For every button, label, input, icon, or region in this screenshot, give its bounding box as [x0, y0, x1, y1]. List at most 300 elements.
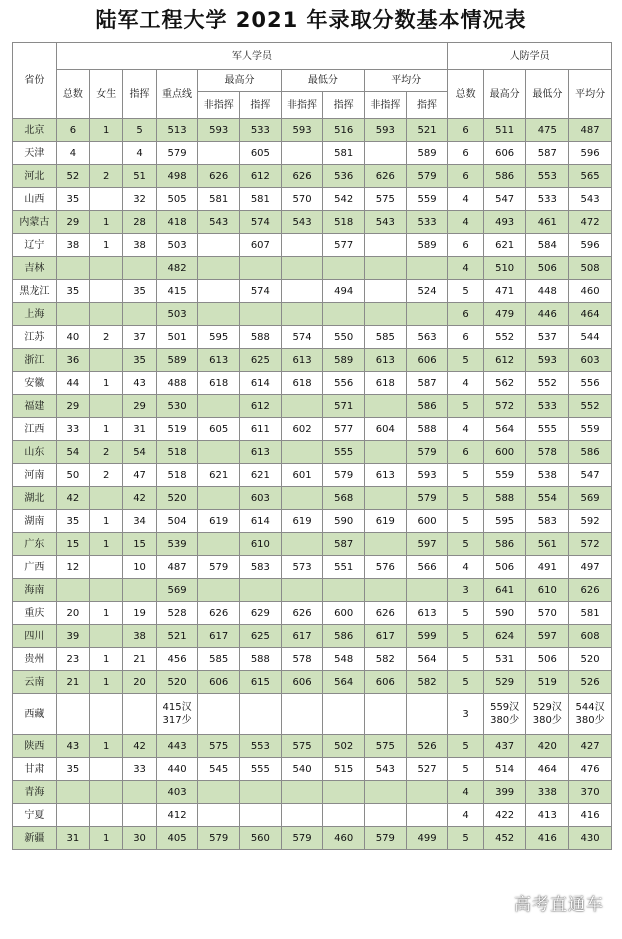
- avg-non-command-cell: 575: [365, 188, 407, 211]
- total-cell: 12: [56, 556, 89, 579]
- female-cell: 2: [90, 165, 123, 188]
- total-cell: 50: [56, 464, 89, 487]
- min-command-cell: 589: [323, 349, 365, 372]
- civil-total-cell: 5: [448, 827, 483, 850]
- key-line-cell: 519: [156, 418, 198, 441]
- female-cell: 1: [90, 510, 123, 533]
- civil-max-cell: 493: [483, 211, 526, 234]
- max-non-command-header: 非指挥: [198, 92, 240, 119]
- table-row: [13, 735, 612, 758]
- civil-min-cell: 555: [526, 418, 569, 441]
- max-non-command-cell: [198, 303, 240, 326]
- civil-max-cell: 606: [483, 142, 526, 165]
- civil-max-cell: 452: [483, 827, 526, 850]
- civil-max-cell: 588: [483, 487, 526, 510]
- command-cell: 33: [123, 758, 156, 781]
- command-cell: 5: [123, 119, 156, 142]
- key-line-cell: 521: [156, 625, 198, 648]
- min-non-command-cell: 573: [281, 556, 323, 579]
- province-cell: 吉林: [13, 257, 57, 280]
- female-cell: 2: [90, 441, 123, 464]
- female-cell: [90, 487, 123, 510]
- table-row: [13, 804, 612, 827]
- min-non-command-cell: 618: [281, 372, 323, 395]
- key-line-cell: 503: [156, 303, 198, 326]
- total-cell: 35: [56, 510, 89, 533]
- key-line-cell: 487: [156, 556, 198, 579]
- max-non-command-cell: 579: [198, 827, 240, 850]
- province-cell: 甘肃: [13, 758, 57, 781]
- province-cell: 陕西: [13, 735, 57, 758]
- female-cell: [90, 694, 123, 735]
- max-non-command-cell: 605: [198, 418, 240, 441]
- max-command-cell: 533: [240, 119, 282, 142]
- min-non-command-cell: [281, 441, 323, 464]
- civil-avg-cell: 559: [569, 418, 612, 441]
- command-cell: 35: [123, 280, 156, 303]
- civil-min-cell: 583: [526, 510, 569, 533]
- min-non-command-cell: 543: [281, 211, 323, 234]
- province-cell: 新疆: [13, 827, 57, 850]
- civil-min-cell: 570: [526, 602, 569, 625]
- civil-max-cell: 621: [483, 234, 526, 257]
- total-cell: 15: [56, 533, 89, 556]
- avg-non-command-cell: 593: [365, 119, 407, 142]
- max-command-cell: 607: [240, 234, 282, 257]
- max-non-command-cell: [198, 280, 240, 303]
- civil-avg-cell: 544: [569, 326, 612, 349]
- avg-command-cell: 524: [406, 280, 448, 303]
- avg-non-command-cell: 576: [365, 556, 407, 579]
- civil-max-cell: 547: [483, 188, 526, 211]
- min-command-cell: 548: [323, 648, 365, 671]
- avg-non-command-cell: [365, 303, 407, 326]
- table-row: [13, 372, 612, 395]
- civil-min-cell: 561: [526, 533, 569, 556]
- table-row: [13, 418, 612, 441]
- avg-command-cell: 582: [406, 671, 448, 694]
- civil-avg-cell: 526: [569, 671, 612, 694]
- civil-total-cell: 6: [448, 165, 483, 188]
- female-cell: 1: [90, 671, 123, 694]
- min-non-command-cell: [281, 395, 323, 418]
- key-line-cell: 579: [156, 142, 198, 165]
- civil-total-cell: 5: [448, 487, 483, 510]
- table-row: [13, 510, 612, 533]
- avg-command-cell: 559: [406, 188, 448, 211]
- min-non-command-cell: [281, 781, 323, 804]
- avg-command-cell: [406, 804, 448, 827]
- civil-avg-cell: 520: [569, 648, 612, 671]
- female-cell: 2: [90, 326, 123, 349]
- min-non-command-cell: [281, 579, 323, 602]
- total-cell: 44: [56, 372, 89, 395]
- table-row: [13, 625, 612, 648]
- avg-command-cell: 566: [406, 556, 448, 579]
- header-row: [13, 70, 612, 92]
- max-command-cell: 614: [240, 510, 282, 533]
- female-cell: [90, 303, 123, 326]
- min-command-cell: 494: [323, 280, 365, 303]
- avg-command-cell: 564: [406, 648, 448, 671]
- avg-non-command-header: 非指挥: [365, 92, 407, 119]
- civil-min-cell: 506: [526, 257, 569, 280]
- table-row: [13, 165, 612, 188]
- total-header: 总数: [56, 70, 89, 119]
- avg-non-command-cell: 626: [365, 165, 407, 188]
- min-non-command-cell: 626: [281, 165, 323, 188]
- civil-max-cell: 559汉 380少: [483, 694, 526, 735]
- max-non-command-cell: [198, 694, 240, 735]
- max-non-command-cell: [198, 234, 240, 257]
- max-non-command-cell: 619: [198, 510, 240, 533]
- civil-max-cell: 511: [483, 119, 526, 142]
- min-command-cell: [323, 303, 365, 326]
- min-command-cell: 542: [323, 188, 365, 211]
- table-row: [13, 326, 612, 349]
- max-non-command-cell: [198, 804, 240, 827]
- civil-total-cell: 6: [448, 142, 483, 165]
- key-line-cell: 418: [156, 211, 198, 234]
- min-non-command-header: 非指挥: [281, 92, 323, 119]
- civil-avg-cell: 592: [569, 510, 612, 533]
- civil-total-cell: 4: [448, 804, 483, 827]
- min-non-command-cell: [281, 694, 323, 735]
- civil-avg-cell: 543: [569, 188, 612, 211]
- avg-non-command-cell: [365, 441, 407, 464]
- key-line-cell: 513: [156, 119, 198, 142]
- command-cell: 38: [123, 234, 156, 257]
- civil-min-cell: 578: [526, 441, 569, 464]
- max-non-command-cell: [198, 395, 240, 418]
- avg-command-cell: 597: [406, 533, 448, 556]
- table-row: [13, 395, 612, 418]
- max-non-command-cell: 626: [198, 602, 240, 625]
- province-cell: 山东: [13, 441, 57, 464]
- civil-min-cell: 413: [526, 804, 569, 827]
- max-command-cell: 555: [240, 758, 282, 781]
- table-row: [13, 257, 612, 280]
- total-cell: [56, 303, 89, 326]
- civil-avg-cell: 472: [569, 211, 612, 234]
- civil-max-cell: 552: [483, 326, 526, 349]
- avg-command-cell: 499: [406, 827, 448, 850]
- max-non-command-cell: 626: [198, 165, 240, 188]
- max-command-cell: 612: [240, 395, 282, 418]
- civil-max-cell: 422: [483, 804, 526, 827]
- avg-non-command-cell: [365, 694, 407, 735]
- civil-total-cell: 6: [448, 234, 483, 257]
- avg-non-command-cell: 613: [365, 349, 407, 372]
- civil-total-cell: 4: [448, 556, 483, 579]
- min-non-command-cell: 606: [281, 671, 323, 694]
- total-cell: 35: [56, 188, 89, 211]
- avg-command-cell: 589: [406, 142, 448, 165]
- min-non-command-cell: 626: [281, 602, 323, 625]
- civil-min-cell: 506: [526, 648, 569, 671]
- max-non-command-cell: [198, 142, 240, 165]
- civil-min-cell: 587: [526, 142, 569, 165]
- civil-total-cell: 5: [448, 758, 483, 781]
- max-non-command-cell: 618: [198, 372, 240, 395]
- civil-min-cell: 553: [526, 165, 569, 188]
- min-non-command-cell: 593: [281, 119, 323, 142]
- avg-command-cell: [406, 579, 448, 602]
- max-non-command-cell: 621: [198, 464, 240, 487]
- female-cell: [90, 142, 123, 165]
- command-cell: 42: [123, 487, 156, 510]
- female-cell: [90, 758, 123, 781]
- civil-total-cell: 5: [448, 349, 483, 372]
- command-cell: [123, 257, 156, 280]
- min-command-cell: 577: [323, 234, 365, 257]
- province-cell: 安徽: [13, 372, 57, 395]
- avg-command-cell: 579: [406, 441, 448, 464]
- command-cell: 21: [123, 648, 156, 671]
- min-non-command-cell: [281, 280, 323, 303]
- civil-min-cell: 529汉 380少: [526, 694, 569, 735]
- min-non-command-cell: 617: [281, 625, 323, 648]
- total-cell: [56, 257, 89, 280]
- avg-non-command-cell: [365, 781, 407, 804]
- province-header: 省份: [13, 43, 57, 119]
- civil-total-cell: 4: [448, 211, 483, 234]
- min-command-cell: 536: [323, 165, 365, 188]
- avg-command-cell: 613: [406, 602, 448, 625]
- civil-avg-cell: 476: [569, 758, 612, 781]
- command-cell: [123, 694, 156, 735]
- civil-avg-cell: 556: [569, 372, 612, 395]
- total-cell: 29: [56, 395, 89, 418]
- command-cell: 10: [123, 556, 156, 579]
- female-cell: 1: [90, 735, 123, 758]
- total-cell: 23: [56, 648, 89, 671]
- max-command-cell: [240, 303, 282, 326]
- female-cell: 1: [90, 234, 123, 257]
- key-line-cell: 505: [156, 188, 198, 211]
- female-cell: 1: [90, 119, 123, 142]
- civil-total-cell: 3: [448, 579, 483, 602]
- max-command-cell: 581: [240, 188, 282, 211]
- civil-avg-cell: 370: [569, 781, 612, 804]
- table-row: [13, 349, 612, 372]
- civil-max-cell: 564: [483, 418, 526, 441]
- max-non-command-cell: 585: [198, 648, 240, 671]
- min-command-cell: 586: [323, 625, 365, 648]
- avg-command-cell: 599: [406, 625, 448, 648]
- max-non-command-cell: 543: [198, 211, 240, 234]
- avg-non-command-cell: [365, 234, 407, 257]
- total-cell: 36: [56, 349, 89, 372]
- min-command-cell: 460: [323, 827, 365, 850]
- total-cell: 52: [56, 165, 89, 188]
- civil-avg-cell: 608: [569, 625, 612, 648]
- civil-total-cell: 5: [448, 510, 483, 533]
- max-command-cell: [240, 694, 282, 735]
- province-cell: 辽宁: [13, 234, 57, 257]
- total-cell: [56, 579, 89, 602]
- civil-total-cell: 6: [448, 119, 483, 142]
- command-cell: 34: [123, 510, 156, 533]
- min-command-cell: 555: [323, 441, 365, 464]
- command-cell: 47: [123, 464, 156, 487]
- civil-max-cell: 641: [483, 579, 526, 602]
- max-non-command-cell: [198, 533, 240, 556]
- key-line-cell: 488: [156, 372, 198, 395]
- max-command-cell: [240, 257, 282, 280]
- civil-avg-cell: 596: [569, 142, 612, 165]
- min-command-cell: [323, 694, 365, 735]
- civil-avg-cell: 586: [569, 441, 612, 464]
- command-cell: 4: [123, 142, 156, 165]
- female-cell: 1: [90, 372, 123, 395]
- civil-avg-cell: 572: [569, 533, 612, 556]
- table-row: [13, 303, 612, 326]
- civil-min-cell: 491: [526, 556, 569, 579]
- table-row: [13, 280, 612, 303]
- max-command-header: 指挥: [240, 92, 282, 119]
- max-command-cell: 625: [240, 625, 282, 648]
- avg-command-cell: 588: [406, 418, 448, 441]
- max-non-command-cell: [198, 487, 240, 510]
- civil-max-cell: 506: [483, 556, 526, 579]
- min-command-header: 指挥: [323, 92, 365, 119]
- civil-total-cell: 4: [448, 781, 483, 804]
- table-row: [13, 119, 612, 142]
- avg-non-command-cell: 618: [365, 372, 407, 395]
- civil-min-cell: 448: [526, 280, 569, 303]
- civil-max-cell: 572: [483, 395, 526, 418]
- min-non-command-cell: 570: [281, 188, 323, 211]
- command-cell: 28: [123, 211, 156, 234]
- min-non-command-cell: [281, 257, 323, 280]
- avg-non-command-cell: 606: [365, 671, 407, 694]
- female-cell: [90, 395, 123, 418]
- min-command-cell: 516: [323, 119, 365, 142]
- civil-avg-cell: 596: [569, 234, 612, 257]
- civil-max-cell: 399: [483, 781, 526, 804]
- command-cell: 20: [123, 671, 156, 694]
- civil-total-cell: 5: [448, 671, 483, 694]
- max-command-cell: 621: [240, 464, 282, 487]
- civil-max-cell: 586: [483, 533, 526, 556]
- key-line-cell: 503: [156, 234, 198, 257]
- female-cell: [90, 257, 123, 280]
- female-cell: 1: [90, 648, 123, 671]
- female-cell: 1: [90, 602, 123, 625]
- female-cell: [90, 556, 123, 579]
- key-line-cell: 528: [156, 602, 198, 625]
- command-cell: 19: [123, 602, 156, 625]
- min-command-cell: 571: [323, 395, 365, 418]
- total-cell: [56, 804, 89, 827]
- max-non-command-cell: [198, 781, 240, 804]
- civil-max-cell: 514: [483, 758, 526, 781]
- min-command-cell: 551: [323, 556, 365, 579]
- avg-command-cell: 579: [406, 487, 448, 510]
- table-row: [13, 694, 612, 735]
- total-cell: 33: [56, 418, 89, 441]
- header-row: [13, 43, 612, 70]
- province-cell: 内蒙古: [13, 211, 57, 234]
- table-title: 陆军工程大学 2021 年录取分数基本情况表: [95, 8, 527, 32]
- civil-max-cell: 437: [483, 735, 526, 758]
- min-command-cell: 587: [323, 533, 365, 556]
- min-command-cell: 568: [323, 487, 365, 510]
- civil-max-cell: 624: [483, 625, 526, 648]
- civil-max-cell: 479: [483, 303, 526, 326]
- province-cell: 河南: [13, 464, 57, 487]
- civil-max-cell: 590: [483, 602, 526, 625]
- min-command-cell: 600: [323, 602, 365, 625]
- command-cell: 38: [123, 625, 156, 648]
- max-non-command-cell: [198, 441, 240, 464]
- min-command-cell: 577: [323, 418, 365, 441]
- min-non-command-cell: [281, 533, 323, 556]
- key-line-cell: 520: [156, 671, 198, 694]
- civil-avg-cell: 427: [569, 735, 612, 758]
- avg-non-command-cell: 582: [365, 648, 407, 671]
- female-cell: 1: [90, 533, 123, 556]
- avg-command-cell: 600: [406, 510, 448, 533]
- province-cell: 上海: [13, 303, 57, 326]
- table-row: [13, 827, 612, 850]
- civil-total-cell: 4: [448, 257, 483, 280]
- avg-non-command-cell: 626: [365, 602, 407, 625]
- max-non-command-cell: 606: [198, 671, 240, 694]
- civil-max-cell: 595: [483, 510, 526, 533]
- avg-command-cell: [406, 781, 448, 804]
- command-cell: [123, 781, 156, 804]
- civil-total-cell: 5: [448, 735, 483, 758]
- command-header: 指挥: [123, 70, 156, 119]
- min-non-command-cell: [281, 804, 323, 827]
- female-cell: [90, 579, 123, 602]
- min-command-cell: 515: [323, 758, 365, 781]
- max-command-cell: 588: [240, 326, 282, 349]
- province-cell: 重庆: [13, 602, 57, 625]
- max-command-cell: 610: [240, 533, 282, 556]
- civil-total-cell: 5: [448, 280, 483, 303]
- avg-non-command-cell: 579: [365, 827, 407, 850]
- avg-non-command-cell: [365, 487, 407, 510]
- min-command-cell: 556: [323, 372, 365, 395]
- province-cell: 海南: [13, 579, 57, 602]
- civil-max-cell: 529: [483, 671, 526, 694]
- avg-command-cell: 586: [406, 395, 448, 418]
- max-non-command-cell: 579: [198, 556, 240, 579]
- max-command-cell: [240, 804, 282, 827]
- civil-total-cell: 6: [448, 326, 483, 349]
- avg-non-command-cell: [365, 142, 407, 165]
- avg-command-cell: 533: [406, 211, 448, 234]
- province-cell: 湖北: [13, 487, 57, 510]
- min-command-cell: [323, 579, 365, 602]
- max-command-cell: 615: [240, 671, 282, 694]
- command-cell: 29: [123, 395, 156, 418]
- female-cell: 1: [90, 418, 123, 441]
- table-row: [13, 781, 612, 804]
- avg-command-cell: 563: [406, 326, 448, 349]
- avg-command-cell: 579: [406, 165, 448, 188]
- civil-avg-cell: 603: [569, 349, 612, 372]
- civil-total-cell: 5: [448, 464, 483, 487]
- province-cell: 广东: [13, 533, 57, 556]
- total-cell: 42: [56, 487, 89, 510]
- avg-command-cell: 526: [406, 735, 448, 758]
- avg-non-command-cell: [365, 533, 407, 556]
- female-cell: [90, 804, 123, 827]
